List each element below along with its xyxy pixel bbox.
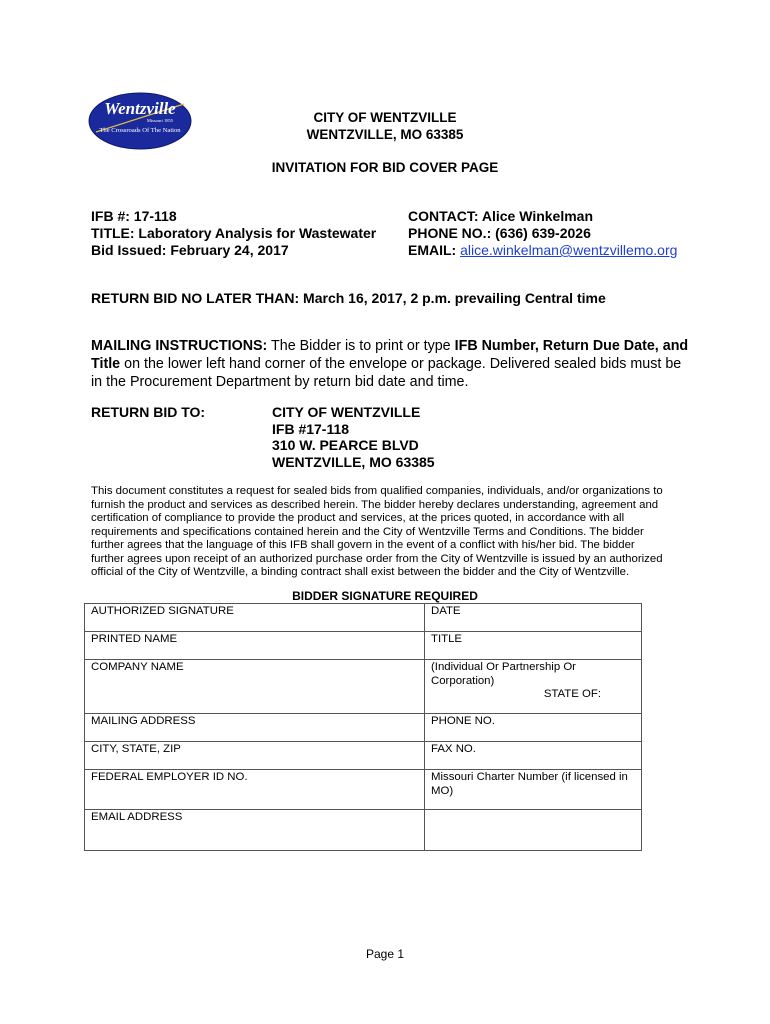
- sig-entity-label: (Individual Or Partnership Or Corporation): [431, 661, 576, 687]
- sig-email-address[interactable]: EMAIL ADDRESS: [85, 810, 425, 851]
- contact-phone: PHONE NO.: (636) 639-2026: [408, 225, 591, 241]
- ifb-details: [91, 208, 376, 259]
- return-deadline: RETURN BID NO LATER THAN: March 16, 2017, 2 p.m. prevailing Central time: [91, 290, 606, 306]
- sig-row-mailing: [85, 714, 642, 742]
- contact-email-row: [408, 242, 677, 259]
- return-to-address: [272, 404, 435, 470]
- contact-name: CONTACT: Alice Winkelman: [408, 208, 594, 224]
- logo-small-text: Missouri 1855: [146, 118, 174, 123]
- mailing-bold: IFB Number, Return Due Date, and Title: [91, 338, 689, 372]
- logo-tagline: The Crossroads Of The Nation: [99, 127, 181, 134]
- mailing-label: MAILING INSTRUCTIONS:: [91, 338, 268, 354]
- sig-state-of: STATE OF:: [543, 688, 601, 700]
- terms-paragraph: This document constitutes a request for sealed bids from qualified companies, individuals, and/or organizations to furnish the product and services as described herein. The bidder hereby declares understanding, agreement and certification of compliance to provide the product and services, at the prices quoted, in accordance with all requirements and specifications contained herein and the City of Wentzville Terms and Conditions. The bidder further agrees that the language of this IFB shall govern in the event of a conflict with his/her bid. The bidder further agrees upon receipt of an authorized purchase order from the City of Wentzville is issued by an authorized official of the City of Wentzville, a binding contract shall exist between the bidder and the City of Wentzville.: [91, 485, 663, 578]
- mailing-text-2: on the lower left hand corner of the envelope or package. Delivered sealed bids must be in the Procurement Department by return bid date and time.: [91, 356, 682, 390]
- mailing-text-1: The Bidder is to print or type: [267, 338, 455, 354]
- return-to-line-3: 310 W. PEARCE BLVD: [272, 437, 419, 453]
- header-city: CITY OF WENTZVILLE: [313, 110, 457, 125]
- doc-title: INVITATION FOR BID COVER PAGE: [271, 160, 499, 175]
- sig-missouri-charter[interactable]: Missouri Charter Number (if licensed in MO): [425, 770, 642, 810]
- sig-row-city: [85, 742, 642, 770]
- page-number: Page 1: [365, 947, 405, 961]
- ifb-title: TITLE: Laboratory Analysis for Wastewater: [91, 225, 377, 241]
- sig-city-state-zip[interactable]: CITY, STATE, ZIP: [85, 742, 425, 770]
- mailing-instructions: [91, 337, 691, 391]
- sig-date[interactable]: DATE: [425, 604, 642, 632]
- contact-email-link[interactable]: alice.winkelman@wentzvillemo.org: [460, 242, 678, 258]
- sig-row-authorized: [85, 604, 642, 632]
- sig-row-email: [85, 810, 642, 851]
- sig-fax[interactable]: FAX NO.: [425, 742, 642, 770]
- ifb-number: IFB #: 17-118: [91, 208, 177, 224]
- header-address: WENTZVILLE, MO 63385: [306, 127, 464, 142]
- sig-title[interactable]: TITLE: [425, 632, 642, 660]
- ifb-issued: Bid Issued: February 24, 2017: [91, 242, 289, 258]
- sig-authorized-signature[interactable]: AUTHORIZED SIGNATURE: [85, 604, 425, 632]
- logo-name: Wentzville: [104, 99, 176, 118]
- return-to-label: RETURN BID TO:: [91, 404, 206, 420]
- sig-row-printed: [85, 632, 642, 660]
- return-to-line-2: IFB #17-118: [272, 420, 350, 437]
- sig-entity-type[interactable]: [425, 660, 642, 714]
- sig-company-name[interactable]: COMPANY NAME: [85, 660, 425, 714]
- sig-printed-name[interactable]: PRINTED NAME: [85, 632, 425, 660]
- sig-phone[interactable]: PHONE NO.: [425, 714, 642, 742]
- sig-federal-id[interactable]: FEDERAL EMPLOYER ID NO.: [85, 770, 425, 810]
- contact-email-label: EMAIL:: [408, 242, 457, 258]
- sig-email-blank[interactable]: [425, 810, 642, 851]
- signature-table: [84, 603, 642, 851]
- sig-row-federal: [85, 770, 642, 810]
- contact-details: [408, 208, 677, 259]
- signature-title: BIDDER SIGNATURE REQUIRED: [292, 589, 478, 603]
- return-to-line-1: CITY OF WENTZVILLE: [272, 404, 421, 420]
- return-to-line-4: WENTZVILLE, MO 63385: [272, 453, 435, 470]
- sig-row-company: [85, 660, 642, 714]
- sig-mailing-address[interactable]: MAILING ADDRESS: [85, 714, 425, 742]
